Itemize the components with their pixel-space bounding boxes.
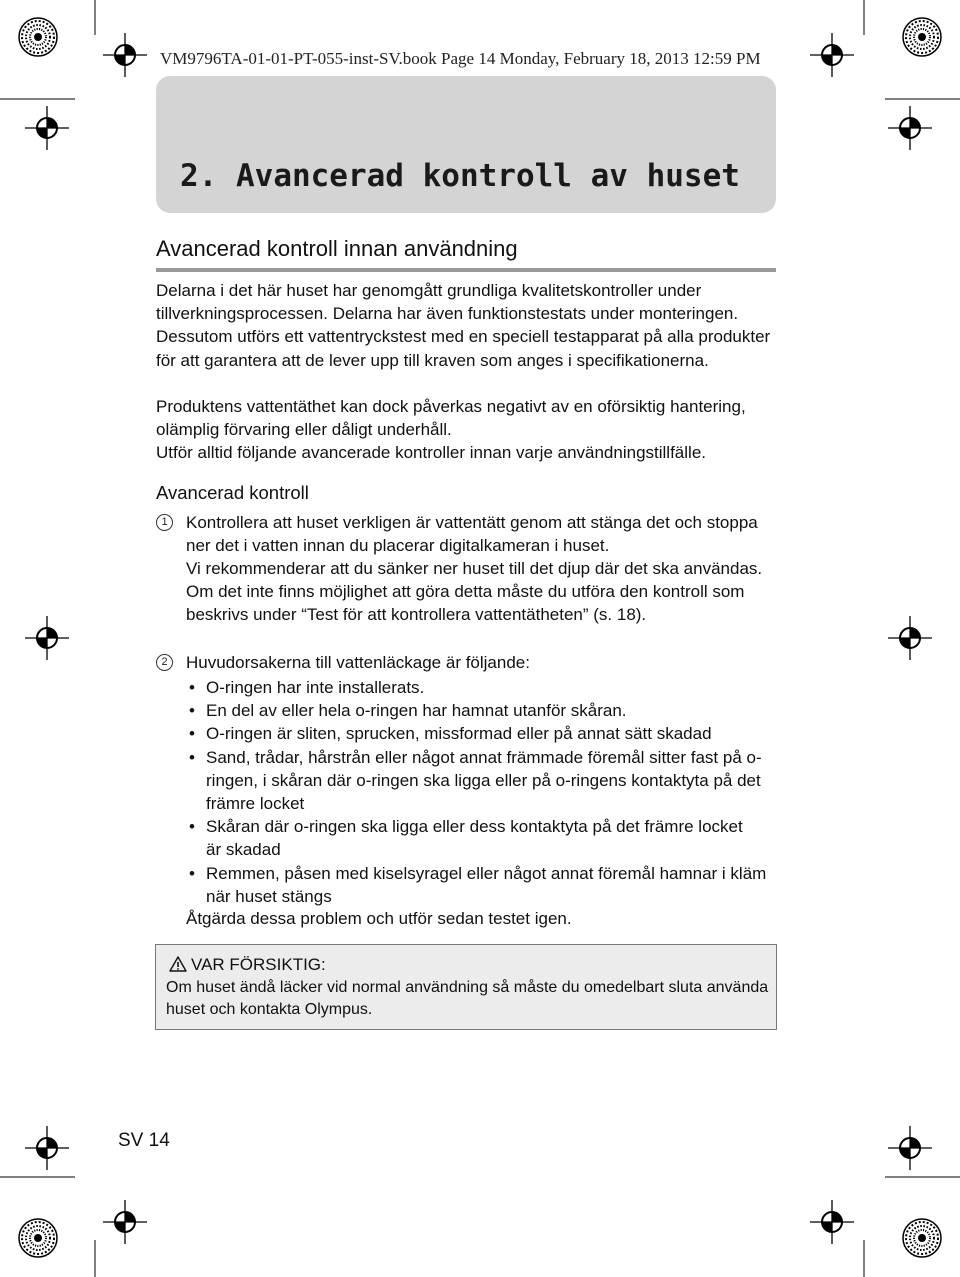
registration-starburst-icon (903, 1219, 941, 1257)
step-number-1: 1 (156, 514, 173, 531)
step-number-2: 2 (156, 654, 173, 671)
warning-triangle-icon (169, 956, 187, 972)
step-2-intro: Huvudorsakerna till vattenläckage är följande: (186, 653, 530, 672)
registration-crosshair-icon (103, 1200, 147, 1244)
list-item: • Sand, trådar, hårstrån eller något annat främmade föremål sitter fast på o-ringen, i skåran där o-ringen ska ligga eller på o-ringens kontaktyta på det främre locket (189, 747, 762, 814)
list-item: • O-ringen är sliten, sprucken, missformad eller på annat sätt skadad (189, 724, 712, 744)
registration-crosshair-icon (25, 106, 69, 150)
section-heading-rule (156, 268, 776, 272)
section-heading: Avancerad kontroll innan användning (156, 236, 518, 261)
chapter-title-box (156, 76, 776, 213)
warning-paragraph: Produktens vattentäthet kan dock påverkas negativt av en oförsiktig hantering, olämplig förvaring eller dåligt underhåll. (156, 397, 746, 440)
step-1-detail: Vi rekommenderar att du sänker ner huset till det djup där det ska användas. Om det inte finns möjlighet att göra detta måste du utföra den kontroll som beskrivs under “Test för att kontrollera vattentätheten” (s. 18). (186, 559, 763, 625)
registration-crosshair-icon (888, 106, 932, 150)
registration-starburst-icon (19, 18, 57, 56)
step-2-closing: Åtgärda dessa problem och utför sedan testet igen. (186, 909, 572, 928)
cause-list (186, 676, 786, 908)
registration-crosshair-icon (25, 1126, 69, 1170)
list-item: • Skåran där o-ringen ska ligga eller dess kontaktyta på det främre locket är skadad (189, 817, 743, 860)
registration-crosshair-icon (888, 616, 932, 660)
registration-crosshair-icon (810, 1200, 854, 1244)
chapter-title: 2. Avancerad kontroll av huset (180, 158, 740, 194)
intro-paragraph: Delarna i det här huset har genomgått grundliga kvalitetskontroller under tillverkningsprocessen. Delarna har även funktionstestats under monteringen. Dessutom utförs ett vattentryckstest med en speciell testapparat på alla produkter för att garantera att de lever upp till kraven som anges i specifikationerna. (156, 281, 771, 370)
caution-heading (169, 955, 326, 975)
registration-starburst-icon (903, 18, 941, 56)
list-item: • En del av eller hela o-ringen har hamnat utanför skåran. (189, 701, 627, 721)
registration-starburst-icon (19, 1219, 57, 1257)
caution-body: Om huset ändå läcker vid normal användning så måste du omedelbart sluta använda huset och kontakta Olympus. (166, 979, 769, 1018)
subsection-heading: Avancerad kontroll (156, 482, 309, 503)
instruction-paragraph: Utför alltid följande avancerade kontroller innan varje användningstillfälle. (156, 443, 706, 462)
book-header-line: VM9796TA-01-01-PT-055-inst-SV.book Page 14 Monday, February 18, 2013 12:59 PM (160, 49, 761, 68)
page-number: SV 14 (118, 1130, 170, 1151)
caution-title: VAR FÖRSIKTIG: (191, 955, 326, 974)
list-item: • O-ringen har inte installerats. (189, 678, 425, 697)
list-item: • Remmen, påsen med kiselsyragel eller något annat föremål hamnar i kläm när huset stängs (189, 863, 767, 906)
registration-crosshair-icon (888, 1126, 932, 1170)
registration-crosshair-icon (25, 616, 69, 660)
step-1-text: Kontrollera att huset verkligen är vattentätt genom att stänga det och stoppa ner det i vatten innan du placerar digitalkameran i huset. (186, 513, 758, 556)
registration-crosshair-icon (103, 33, 147, 77)
caution-box (155, 944, 777, 1030)
